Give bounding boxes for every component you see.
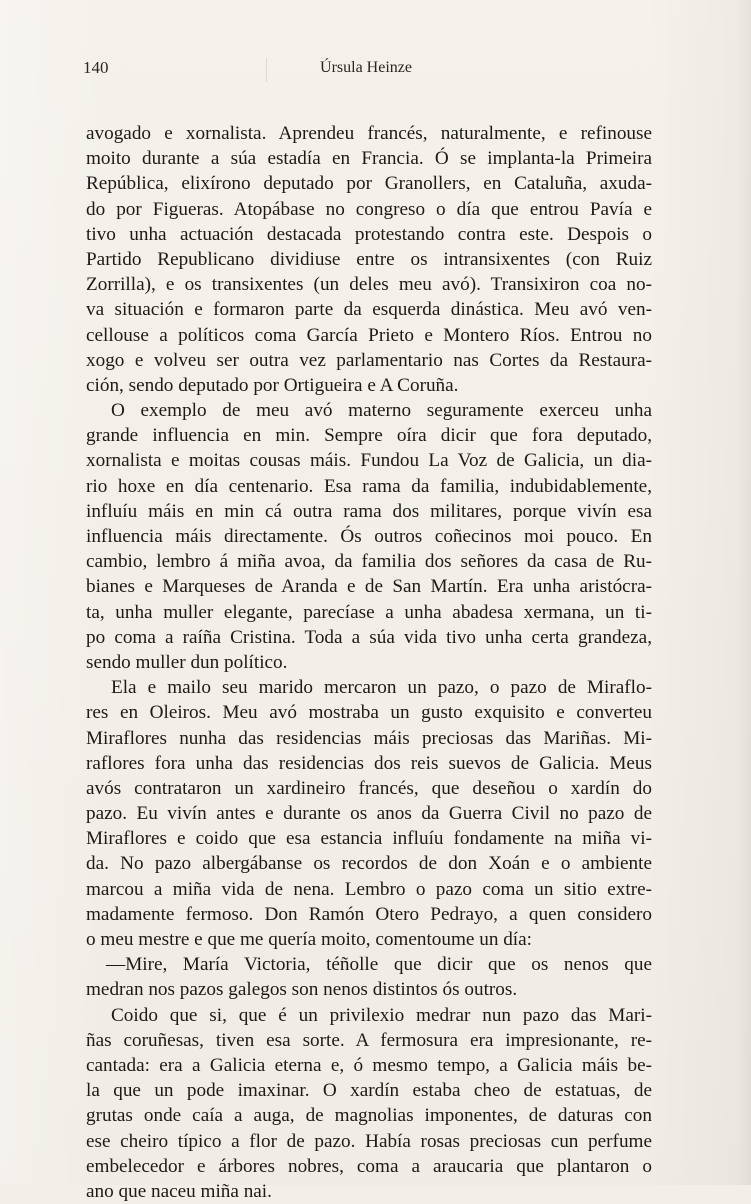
text-line: Partido Republicano dividiuse entre os intransixentes (con Ruiz	[86, 248, 652, 270]
text-line: xornalista e moitas cousas máis. Fundou La Voz de Galicia, un dia-	[86, 450, 652, 472]
text-line: marcou a miña vida de nena. Lembro o pazo coma un sitio extre-	[86, 878, 652, 900]
text-line: Miraflores e coido que esa estancia influíu fondamente na miña vi-	[86, 828, 652, 850]
text-line: o meu mestre e que me quería moito, comentoume un día:	[86, 929, 532, 950]
text-line: xogo e volveu ser outra vez parlamentario nas Cortes da Restaura-	[86, 349, 652, 371]
text-line: Zorrilla), e os transixentes (un deles meu avó). Transixiron coa no-	[86, 274, 652, 296]
text-line: ñas coruñesas, tiven esa sorte. A fermosura era impresionante, re-	[86, 1029, 652, 1051]
text-line: O exemplo de meu avó materno seguramente exerceu unha	[111, 400, 652, 422]
text-line: medran nos pazos galegos son nenos distintos ós outros.	[86, 979, 518, 1001]
text-line: grutas onde caía a auga, de magnolias imponentes, de daturas con	[86, 1105, 652, 1127]
text-line: sendo muller dun político.	[86, 651, 288, 673]
text-line: madamente fermoso. Don Ramón Otero Pedrayo, a quen considero	[86, 903, 652, 925]
body-text	[86, 121, 652, 1204]
text-line: rio hoxe en día centenario. Esa rama da familia, indubidablemente,	[86, 475, 652, 497]
text-line: moito durante a súa estadía en Francia. Ó se implanta-la Primeira	[86, 148, 652, 170]
text-line: raflores fora unha das residencias dos reis suevos de Galicia. Meus	[86, 752, 652, 774]
text-line: tivo unha actuación destacada protestando contra este. Despois o	[86, 223, 652, 245]
text-line: grande influencia en min. Sempre oíra dicir que fora deputado,	[86, 425, 652, 447]
page-edge-shadow	[737, 0, 751, 1185]
text-line: —Mire, María Victoria, téñolle que dicir que os nenos que	[106, 954, 652, 976]
text-line: ese cheiro típico a flor de pazo. Había rosas preciosas cun perfume	[86, 1130, 652, 1152]
text-line: ción, sendo deputado por Ortigueira e A Coruña.	[86, 374, 459, 396]
text-line: pazo. Eu vivín antes e durante os anos da Guerra Civil no pazo de	[86, 803, 652, 825]
text-line: cantada: era a Galicia eterna e, ó mesmo tempo, a Galicia máis be-	[86, 1054, 652, 1076]
text-line: po coma a raíña Cristina. Toda a súa vida tivo unha certa grandeza,	[86, 626, 652, 648]
page-header	[0, 56, 751, 80]
text-line: avogado e xornalista. Aprendeu francés, naturalmente, e refinouse	[86, 123, 652, 144]
text-line: do por Figueras. Atopábase no congreso o día que entrou Pavía e	[86, 198, 652, 220]
text-line: cellouse a políticos coma García Prieto e Montero Ríos. Entrou no	[86, 324, 652, 346]
text-line: avós contrataron un xardineiro francés, que deseñou o xardín do	[86, 777, 652, 799]
text-line: ta, unha muller elegante, parecíase a unha abadesa xermana, un ti-	[86, 601, 652, 623]
text-line: da. No pazo albergábanse os recordos de don Xoán e o ambiente	[86, 853, 652, 875]
text-line: cambio, lembro á miña avoa, da familia dos señores da casa de Ru-	[86, 551, 652, 573]
text-line: influencia máis directamente. Ós outros coñecinos moi pouco. En	[86, 526, 652, 547]
text-line: res en Oleiros. Meu avó mostraba un gusto exquisito e converteu	[86, 702, 652, 724]
text-line: influíu máis en min cá outra rama dos militares, porque vivín esa	[86, 500, 652, 522]
page-number: 140	[83, 58, 109, 77]
running-head: Úrsula Heinze	[320, 59, 412, 76]
text-line: bianes e Marqueses de Aranda e de San Martín. Era unha aristócra-	[86, 576, 652, 598]
text-line: Ela e mailo seu marido mercaron un pazo, o pazo de Miraflo-	[111, 677, 652, 699]
text-line: ano que naceu miña nai.	[86, 1180, 272, 1202]
text-line: Miraflores nunha das residencias máis preciosas das Mariñas. Mi-	[86, 727, 652, 749]
text-line: va situación e formaron parte da esquerda dinástica. Meu avó ven-	[86, 299, 652, 321]
text-line: la que un pode imaxinar. O xardín estaba cheo de estatuas, de	[86, 1080, 652, 1102]
text-line: Coido que si, que é un privilexio medrar nun pazo das Mari-	[111, 1004, 652, 1026]
text-line: embelecedor e árbores nobres, coma a araucaria que plantaron o	[86, 1155, 652, 1177]
text-line: República, elixírono deputado por Granollers, en Cataluña, axuda-	[86, 173, 652, 195]
